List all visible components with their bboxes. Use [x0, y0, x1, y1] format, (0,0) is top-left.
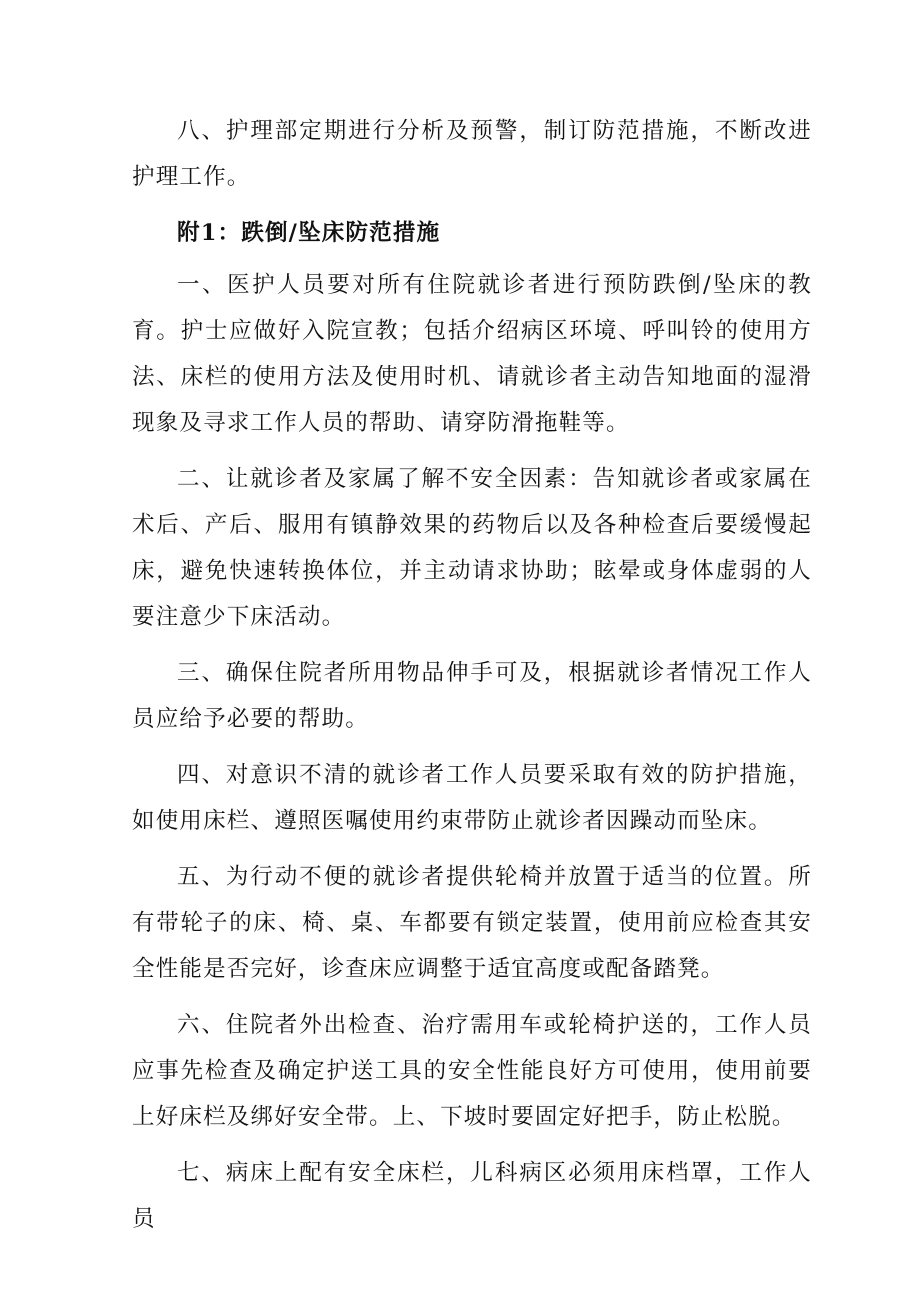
document-body [132, 108, 812, 1252]
paragraph-3: 三、确保住院者所用物品伸手可及，根据就诊者情况工作人员应给予必要的帮助。 [132, 660, 812, 732]
paragraph-2: 二、让就诊者及家属了解不安全因素：告知就诊者或家属在术后、产后、服用有镇静效果的药物后以及各种检查后要缓慢起床，避免快速转换体位，并主动请求协助；眩晕或身体虚弱的人要注意少下床活动。 [132, 466, 812, 630]
paragraph-1: 一、医护人员要对所有住院就诊者进行预防跌倒/坠床的教育。护士应做好入院宣教；包括介绍病区环境、呼叫铃的使用方法、床栏的使用方法及使用时机、请就诊者主动告知地面的湿滑现象及寻求工作人员的帮助、请穿防滑拖鞋等。 [132, 272, 812, 436]
paragraph-4: 四、对意识不清的就诊者工作人员要采取有效的防护措施，如使用床栏、遵照医嘱使用约束带防止就诊者因躁动而坠床。 [132, 762, 812, 834]
appendix-heading: 附1：跌倒/坠床防范措施 [177, 220, 441, 246]
paragraph-5: 五、为行动不便的就诊者提供轮椅并放置于适当的位置。所有带轮子的床、椅、桌、车都要有锁定装置，使用前应检查其安全性能是否完好，诊查床应调整于适宜高度或配备踏凳。 [132, 864, 812, 982]
paragraph-6: 六、住院者外出检查、治疗需用车或轮椅护送的，工作人员应事先检查及确定护送工具的安全性能良好方可使用，使用前要上好床栏及绑好安全带。上、下坡时要固定好把手，防止松脱。 [132, 1012, 812, 1130]
paragraph-8: 八、护理部定期进行分析及预警，制订防范措施，不断改进护理工作。 [132, 118, 812, 190]
paragraph-7: 七、病床上配有安全床栏，儿科病区必须用床档罩，工作人员 [132, 1160, 812, 1232]
